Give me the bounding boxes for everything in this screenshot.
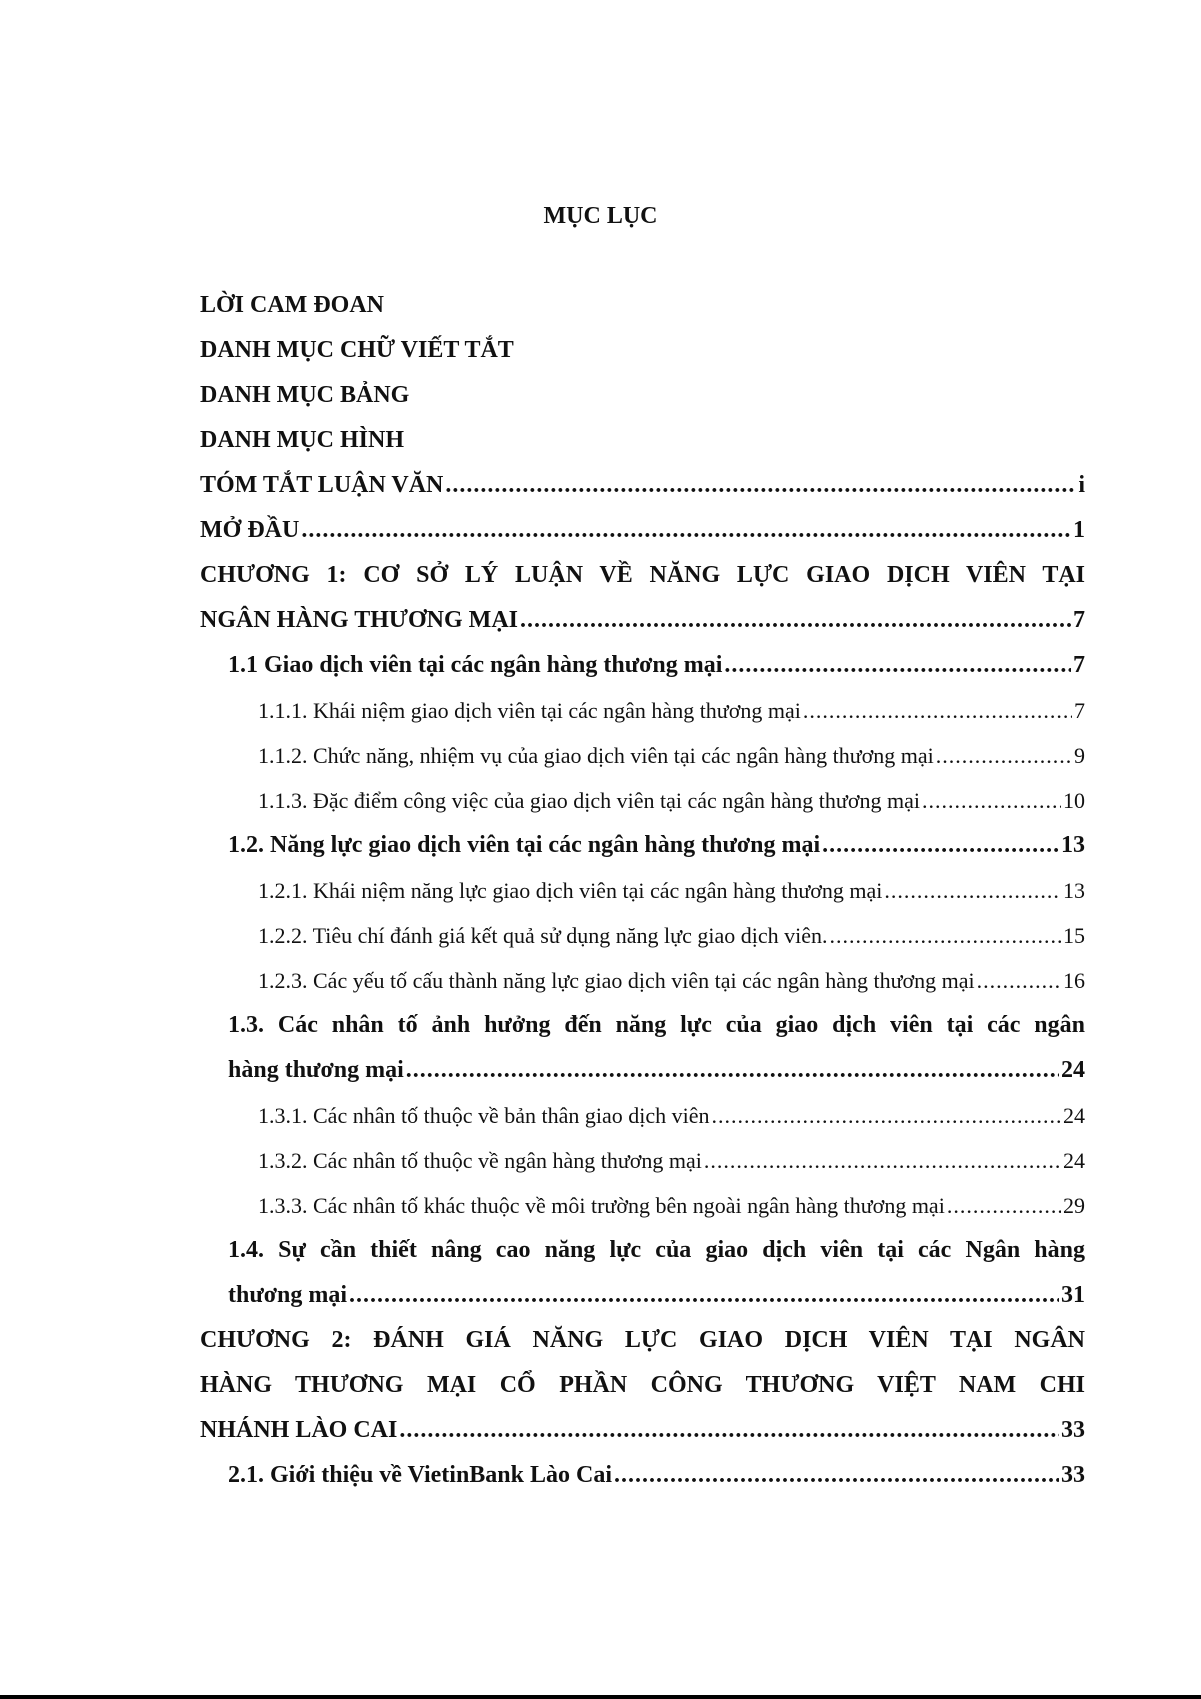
dot-leader — [399, 1408, 1059, 1453]
toc-entry-text: 1.2. Năng lực giao dịch viên tại các ngân hàng thương mại — [228, 832, 821, 858]
toc-entry-text: 1.1.1. Khái niệm giao dịch viên tại các ngân hàng thương mại — [258, 698, 801, 723]
toc-entry-text: 1.3.1. Các nhân tố thuộc về bản thân giao dịch viên — [258, 1103, 710, 1128]
page-number: 1 — [1073, 517, 1085, 543]
toc-entry-text: 1.3.3. Các nhân tố khác thuộc về môi trường bên ngoài ngân hàng thương mại — [258, 1193, 945, 1218]
page-number: 24 — [1061, 1057, 1085, 1083]
toc-entry[interactable] — [200, 373, 1085, 418]
toc-entry-text: thương mại — [228, 1282, 348, 1308]
page-number: 7 — [1073, 652, 1085, 678]
page-number: 13 — [1063, 878, 1085, 903]
page-number: 13 — [1061, 832, 1085, 858]
toc-entry-text: 1.2.2. Tiêu chí đánh giá kết quả sử dụng năng lực giao dịch viên. — [258, 923, 828, 948]
page-title: MỤC LỤC — [543, 203, 658, 229]
dot-leader — [406, 1048, 1059, 1093]
toc-entry-text: 1.2.3. Các yếu tố cấu thành năng lực giao dịch viên tại các ngân hàng thương mại — [258, 968, 975, 993]
dot-leader — [520, 598, 1071, 643]
dot-leader — [822, 823, 1059, 868]
page-number: 33 — [1061, 1462, 1085, 1488]
toc-entry-text: DANH MỤC HÌNH — [200, 427, 404, 453]
toc-entry[interactable] — [200, 1273, 1085, 1318]
toc-entry-line[interactable] — [200, 1318, 1085, 1363]
toc-entry-text: MỞ ĐẦU — [200, 517, 300, 543]
page-number: 15 — [1063, 923, 1085, 948]
toc-entry-text: 1.3. Các nhân tố ảnh hưởng đến năng lực của giao dịch viên tại các ngân — [228, 1012, 1085, 1038]
toc-entry[interactable] — [200, 1048, 1085, 1093]
page-number: 29 — [1063, 1193, 1085, 1218]
toc-entry[interactable] — [200, 1453, 1085, 1498]
toc-entry-text: CHƯƠNG 1: CƠ SỞ LÝ LUẬN VỀ NĂNG LỰC GIAO DỊCH VIÊN TẠI — [200, 562, 1085, 588]
dot-leader — [803, 688, 1072, 733]
toc-entry[interactable] — [200, 913, 1085, 958]
page-bottom-border — [0, 1695, 1201, 1699]
toc-entry[interactable] — [200, 283, 1085, 328]
dot-leader — [724, 643, 1071, 688]
page-number: 24 — [1063, 1148, 1085, 1173]
toc-entry[interactable] — [200, 1183, 1085, 1228]
dot-leader — [922, 778, 1061, 823]
toc-entry[interactable] — [200, 958, 1085, 1003]
toc-entry-text: DANH MỤC BẢNG — [200, 382, 410, 408]
table-of-contents — [200, 283, 1085, 1498]
toc-entry-text: 2.1. Giới thiệu về VietinBank Lào Cai — [228, 1462, 612, 1488]
toc-entry-text: NGÂN HÀNG THƯƠNG MẠI — [200, 607, 518, 633]
dot-leader — [884, 868, 1061, 913]
dot-leader — [614, 1453, 1059, 1498]
toc-entry-text: 1.4. Sự cần thiết nâng cao năng lực của giao dịch viên tại các Ngân hàng — [228, 1237, 1085, 1263]
toc-entry[interactable] — [200, 643, 1085, 688]
toc-entry[interactable] — [200, 328, 1085, 373]
toc-entry-text: 1.1 Giao dịch viên tại các ngân hàng thương mại — [228, 652, 723, 678]
toc-entry-text: DANH MỤC CHỮ VIẾT TẮT — [200, 337, 514, 363]
page-number: 31 — [1061, 1282, 1085, 1308]
page-number: 24 — [1063, 1103, 1085, 1128]
toc-entry-text: hàng thương mại — [228, 1057, 404, 1083]
toc-entry-text: LỜI CAM ĐOAN — [200, 292, 384, 318]
toc-entry[interactable] — [200, 1093, 1085, 1138]
toc-entry-text: 1.3.2. Các nhân tố thuộc về ngân hàng thương mại — [258, 1148, 702, 1173]
toc-entry-text: 1.1.2. Chức năng, nhiệm vụ của giao dịch viên tại các ngân hàng thương mại — [258, 743, 934, 768]
dot-leader — [977, 958, 1061, 1003]
toc-entry-text: TÓM TẮT LUẬN VĂN — [200, 472, 444, 498]
toc-entry[interactable] — [200, 868, 1085, 913]
toc-entry-text: 1.1.3. Đặc điểm công việc của giao dịch viên tại các ngân hàng thương mại — [258, 788, 920, 813]
toc-entry[interactable] — [200, 823, 1085, 868]
page-number: 10 — [1063, 788, 1085, 813]
toc-entry[interactable] — [200, 598, 1085, 643]
page-number: 7 — [1074, 698, 1085, 723]
toc-entry[interactable] — [200, 1138, 1085, 1183]
dot-leader — [936, 733, 1072, 778]
page-number: 33 — [1061, 1417, 1085, 1443]
toc-entry[interactable] — [200, 418, 1085, 463]
dot-leader — [712, 1093, 1062, 1138]
dot-leader — [830, 913, 1062, 958]
toc-entry[interactable] — [200, 733, 1085, 778]
toc-entry-text: CHƯƠNG 2: ĐÁNH GIÁ NĂNG LỰC GIAO DỊCH VIÊN TẠI NGÂN — [200, 1327, 1085, 1353]
toc-entry-text: NHÁNH LÀO CAI — [200, 1417, 398, 1443]
toc-entry[interactable] — [200, 1408, 1085, 1453]
dot-leader — [947, 1183, 1061, 1228]
dot-leader — [349, 1273, 1059, 1318]
toc-entry[interactable] — [200, 463, 1085, 508]
toc-entry-line[interactable] — [200, 553, 1085, 598]
toc-entry-text: 1.2.1. Khái niệm năng lực giao dịch viên tại các ngân hàng thương mại — [258, 878, 883, 903]
page-number: 16 — [1063, 968, 1085, 993]
toc-entry[interactable] — [200, 778, 1085, 823]
toc-entry-line[interactable] — [200, 1003, 1085, 1048]
page-number: 9 — [1074, 743, 1085, 768]
toc-entry[interactable] — [200, 508, 1085, 553]
page-number: i — [1078, 472, 1085, 498]
page-number: 7 — [1073, 607, 1085, 633]
dot-leader — [704, 1138, 1061, 1183]
toc-entry-line[interactable] — [200, 1228, 1085, 1273]
toc-entry-line[interactable] — [200, 1363, 1085, 1408]
dot-leader — [445, 463, 1076, 508]
toc-entry[interactable] — [200, 688, 1085, 733]
toc-entry-text: HÀNG THƯƠNG MẠI CỔ PHẦN CÔNG THƯƠNG VIỆT NAM CHI — [200, 1372, 1085, 1398]
dot-leader — [301, 508, 1071, 553]
